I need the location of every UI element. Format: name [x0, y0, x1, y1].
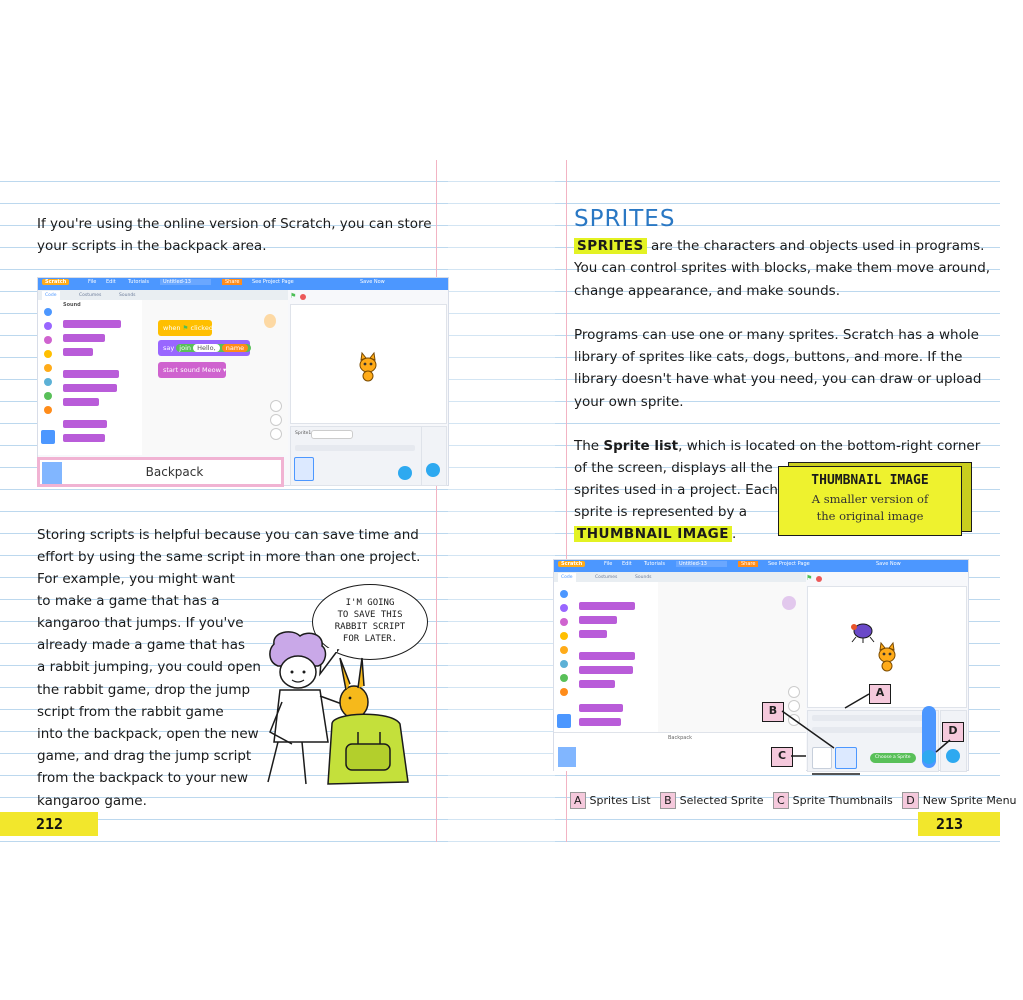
speech-line-2: TO SAVE THIS	[337, 610, 403, 620]
save-now-link[interactable]: Save Now	[360, 279, 385, 285]
speech-line-4: FOR LATER.	[342, 634, 398, 644]
palette-block[interactable]	[579, 602, 635, 610]
para1-line-3: change appearance, and make sounds.	[574, 283, 840, 299]
sprite-thumbnail-cat[interactable]	[812, 747, 832, 769]
category-operators[interactable]	[44, 392, 52, 400]
body-line-13: kangaroo game.	[37, 793, 147, 809]
callout-b: B	[762, 702, 784, 722]
sprites-heading: SPRITES	[574, 206, 676, 232]
body-line-3: For example, you might want	[37, 571, 235, 587]
project-title-field[interactable]: Untitled-13	[160, 279, 211, 285]
speech-line-3: RABBIT SCRIPT	[334, 622, 406, 632]
tab-sounds[interactable]: Sounds	[119, 293, 136, 298]
zoom-reset-icon[interactable]	[270, 428, 282, 440]
thumbnail-note-title: THUMBNAIL IMAGE	[811, 473, 929, 488]
palette-block[interactable]	[579, 680, 615, 688]
choose-backdrop-button[interactable]	[946, 749, 960, 763]
sprite-properties-row[interactable]	[295, 445, 415, 451]
tab-costumes[interactable]: Costumes	[595, 575, 618, 580]
backpack-label[interactable]: Backpack	[667, 735, 693, 741]
body-line-2: effort by using the same script in more than one project.	[37, 549, 421, 565]
category-events[interactable]	[560, 632, 568, 640]
page-number-left: 212	[0, 812, 98, 836]
stage-pane	[421, 426, 447, 486]
palette-block[interactable]	[579, 616, 617, 624]
callout-c: C	[771, 747, 793, 767]
palette-block[interactable]	[579, 718, 621, 726]
backpack-script-icon	[42, 462, 62, 484]
scratch-logo: Scratch	[558, 561, 585, 567]
green-flag-button[interactable]: ⚑	[290, 292, 297, 300]
category-events[interactable]	[44, 350, 52, 358]
category-control[interactable]	[44, 364, 52, 372]
editor-tabs	[38, 290, 288, 300]
category-sensing[interactable]	[560, 660, 568, 668]
block-categories	[38, 300, 61, 455]
category-looks[interactable]	[44, 322, 52, 330]
legend-item-b: B Selected Sprite	[660, 794, 763, 807]
sprites-list	[807, 710, 939, 772]
thumbnail-note	[778, 466, 962, 536]
tab-sounds[interactable]: Sounds	[635, 575, 652, 580]
body-line-6: already made a game that has	[37, 637, 246, 653]
stop-button[interactable]	[300, 294, 306, 300]
book-gutter	[448, 160, 555, 842]
zoom-out-icon[interactable]	[270, 414, 282, 426]
menu-file[interactable]: File	[88, 279, 97, 285]
palette-block[interactable]	[63, 434, 105, 442]
sprite-name-label: Sprite1	[295, 431, 312, 436]
save-now-link[interactable]: Save Now	[876, 561, 901, 567]
category-sound[interactable]	[560, 618, 568, 626]
sprites-term: SPRITES	[574, 238, 647, 254]
para3-line-1: The Sprite list, which is located on the bottom-right corner	[574, 438, 981, 454]
scratch-menu-bar	[554, 560, 968, 572]
zoom-in-icon[interactable]	[270, 400, 282, 412]
thumbnail-note-text: A smaller version of the original image	[811, 492, 929, 523]
category-variables[interactable]	[44, 406, 52, 414]
palette-block[interactable]	[579, 652, 635, 660]
scratch-screenshot-backpack	[37, 277, 449, 486]
para2-line-4: your own sprite.	[574, 394, 684, 410]
palette-block[interactable]	[63, 348, 93, 356]
code-area[interactable]	[142, 300, 288, 455]
scratch-logo: Scratch	[42, 279, 69, 285]
block-categories	[554, 582, 577, 740]
callout-legend	[570, 792, 1023, 809]
sprite-watermark-icon	[264, 314, 276, 328]
para3-line-2: of the screen, displays all the	[574, 460, 773, 476]
sprite-properties-row[interactable]	[812, 715, 932, 721]
menu-tutorials[interactable]: Tutorials	[644, 561, 665, 567]
extension-icon[interactable]	[557, 714, 571, 728]
selected-sprite-thumbnail[interactable]	[835, 747, 857, 769]
choose-backdrop-button[interactable]	[426, 463, 440, 477]
body-line-4: to make a game that has a	[37, 593, 220, 609]
palette-block[interactable]	[63, 334, 105, 342]
sprite-properties-row[interactable]	[812, 727, 932, 733]
body-line-12: from the backpack to your new	[37, 770, 249, 786]
block-palette	[576, 582, 659, 740]
sprite-thumbnail[interactable]	[294, 457, 314, 481]
tab-code[interactable]: Code	[42, 291, 60, 300]
palette-block[interactable]	[63, 320, 121, 328]
category-motion[interactable]	[44, 308, 52, 316]
share-button[interactable]: Share	[738, 561, 758, 567]
share-button[interactable]: Share	[222, 279, 242, 285]
menu-edit[interactable]: Edit	[622, 561, 632, 567]
category-variables[interactable]	[560, 688, 568, 696]
zoom-in-icon[interactable]	[788, 686, 800, 698]
category-sensing[interactable]	[44, 378, 52, 386]
left-margin-line	[436, 160, 437, 842]
callout-a: A	[869, 684, 891, 704]
block-palette	[60, 300, 143, 455]
menu-tutorials[interactable]: Tutorials	[128, 279, 149, 285]
editor-tabs	[554, 572, 806, 582]
para2-line-3: library doesn't have what you need, you can draw or upload	[574, 371, 982, 387]
join-reporter[interactable]: join Hello, name	[176, 344, 251, 352]
cat-sprite-icon	[870, 639, 904, 673]
category-control[interactable]	[560, 646, 568, 654]
category-operators[interactable]	[560, 674, 568, 682]
menu-file[interactable]: File	[604, 561, 613, 567]
backpack-label[interactable]: Backpack	[145, 465, 204, 479]
sprite-list-term: Sprite list	[603, 438, 679, 454]
cat-sprite-icon	[351, 349, 385, 383]
backpack-script-icon	[558, 747, 576, 767]
palette-block[interactable]	[579, 666, 633, 674]
palette-block[interactable]	[579, 704, 623, 712]
para3-line-4: sprite is represented by a	[574, 504, 748, 520]
legend-item-c: C Sprite Thumbnails	[773, 794, 893, 807]
project-title-field[interactable]: Untitled-13	[676, 561, 727, 567]
palette-category-header: Sound	[63, 302, 81, 308]
see-project-page-link[interactable]: See Project Page	[768, 561, 810, 567]
palette-block[interactable]	[63, 420, 107, 428]
choose-sprite-button[interactable]	[922, 750, 936, 764]
say-block[interactable]: say join Hello, name	[158, 340, 250, 356]
scratch-screenshot-sprites	[553, 559, 969, 771]
legend-item-d: D New Sprite Menu	[902, 794, 1016, 807]
boy-with-backpack-illustration	[262, 632, 432, 792]
menu-edit[interactable]: Edit	[106, 279, 116, 285]
para1-line-1: SPRITES are the characters and objects used in programs.	[574, 235, 984, 257]
legend-item-a: A Sprites List	[570, 794, 651, 807]
body-line-10: into the backpack, open the new	[37, 726, 259, 742]
stop-button[interactable]	[816, 576, 822, 582]
body-line-5: kangaroo that jumps. If you've	[37, 615, 244, 631]
body-line-9: script from the rabbit game	[37, 704, 224, 720]
green-flag-icon: ⚑	[182, 324, 189, 332]
name-variable[interactable]: name	[222, 344, 248, 352]
stage[interactable]	[290, 304, 447, 424]
body-line-11: game, and drag the jump script	[37, 748, 252, 764]
start-sound-block[interactable]: start sound Meow ▾	[158, 362, 226, 378]
scratch-menu-bar	[38, 278, 448, 290]
palette-block[interactable]	[63, 370, 119, 378]
intro-line-2: your scripts in the backpack area.	[37, 238, 267, 254]
para3-line-3: sprites used in a project. Each	[574, 482, 778, 498]
see-project-page-link[interactable]: See Project Page	[252, 279, 294, 285]
palette-block[interactable]	[63, 384, 117, 392]
body-line-7: a rabbit jumping, you could open	[37, 659, 261, 675]
page-number-right: 213	[918, 812, 1000, 836]
para2-line-1: Programs can use one or many sprites. Scratch has a whole	[574, 327, 979, 343]
intro-line-1: If you're using the online version of Scratch, you can store	[37, 216, 432, 232]
speech-line-1: I'M GOING	[345, 598, 395, 608]
sprite-watermark-icon	[782, 596, 796, 610]
sprite-name-input[interactable]	[311, 430, 353, 439]
zoom-reset-icon[interactable]	[788, 714, 800, 726]
para2-line-2: library of sprites like cats, dogs, buttons, and more. If the	[574, 349, 963, 365]
extension-icon[interactable]	[41, 430, 55, 444]
tab-costumes[interactable]: Costumes	[79, 293, 102, 298]
hello-input[interactable]: Hello,	[193, 344, 220, 352]
category-sound[interactable]	[44, 336, 52, 344]
backpack-highlight	[37, 457, 284, 487]
category-motion[interactable]	[560, 590, 568, 598]
choose-sprite-tooltip: Choose a Sprite	[870, 753, 916, 763]
para3-line-5: THUMBNAIL IMAGE .	[574, 523, 736, 545]
body-line-8: the rabbit game, drop the jump	[37, 682, 251, 698]
green-flag-button[interactable]: ⚑	[806, 574, 813, 582]
para1-line-2: You can control sprites with blocks, make them move around,	[574, 260, 991, 276]
body-line-1: Storing scripts is helpful because you can save time and	[37, 527, 419, 543]
callout-d: D	[942, 722, 964, 742]
backpack-area[interactable]	[554, 732, 806, 771]
thumbnail-image-term: THUMBNAIL IMAGE	[574, 526, 732, 542]
zoom-out-icon[interactable]	[788, 700, 800, 712]
tab-code[interactable]: Code	[558, 573, 576, 582]
palette-block[interactable]	[579, 630, 607, 638]
choose-sprite-button[interactable]	[398, 466, 412, 480]
category-looks[interactable]	[560, 604, 568, 612]
when-flag-clicked-block[interactable]: when ⚑ clicked	[158, 320, 212, 336]
palette-block[interactable]	[63, 398, 99, 406]
